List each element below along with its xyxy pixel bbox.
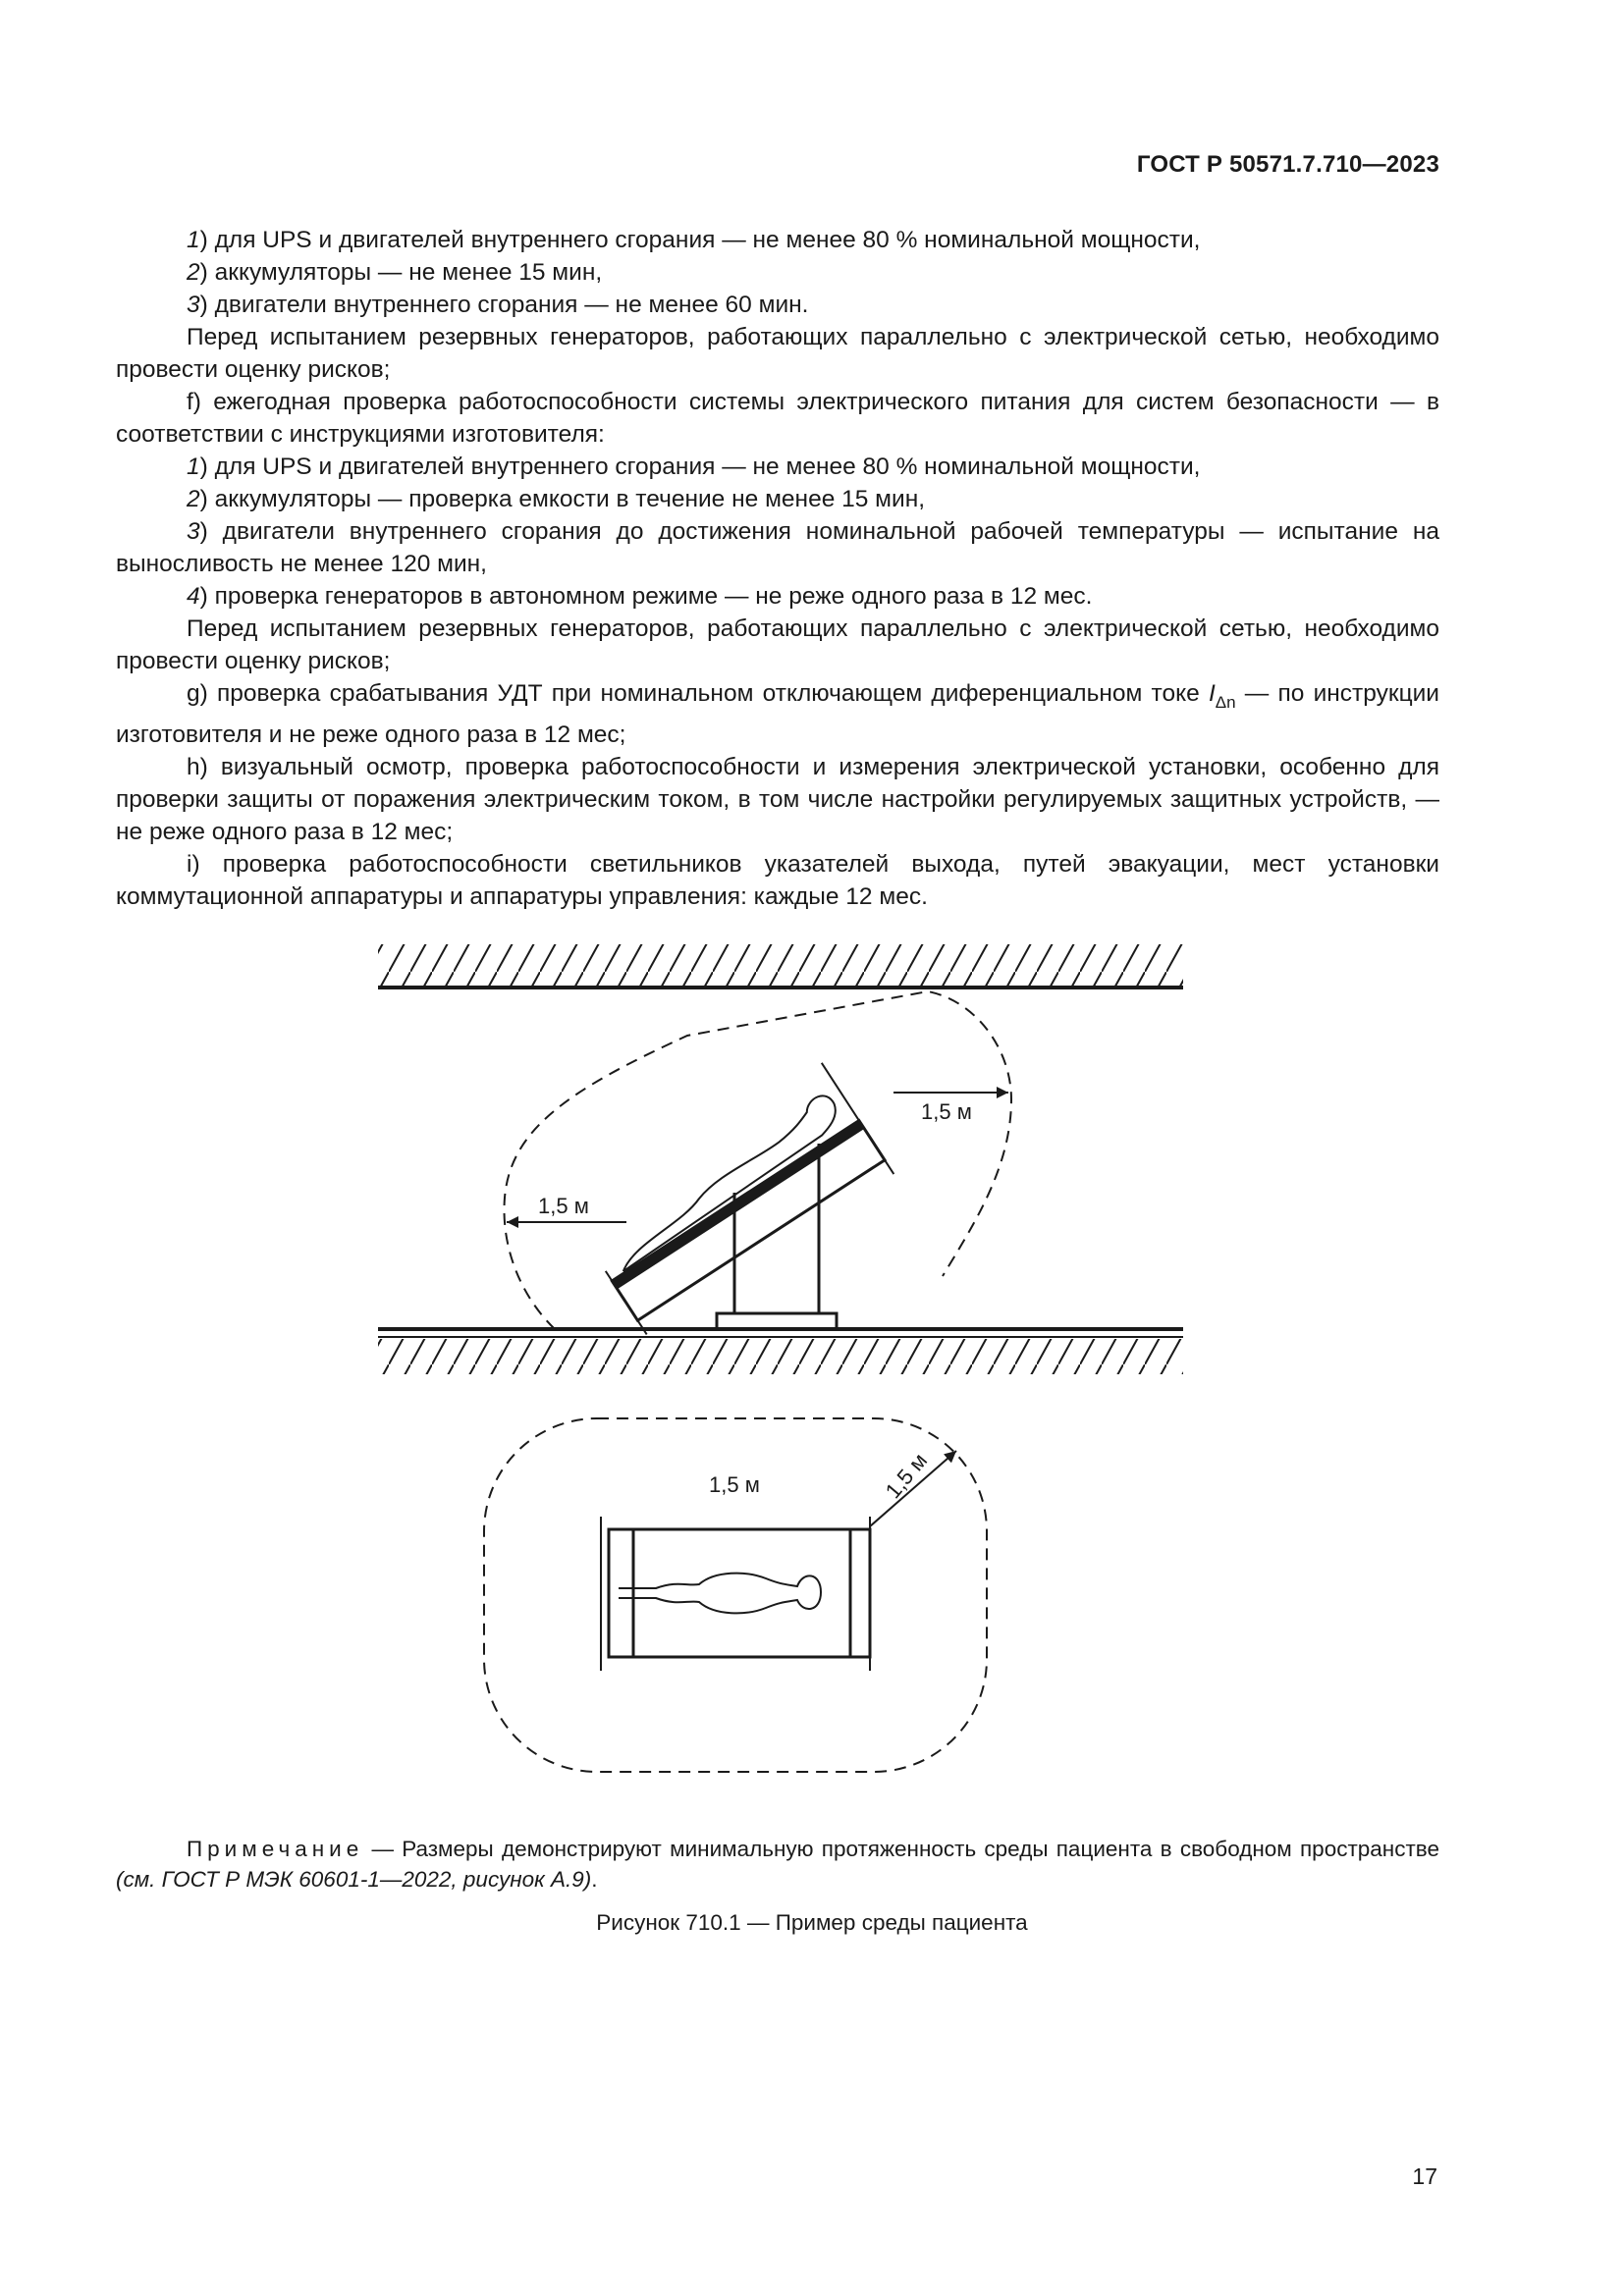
note-text: — Размеры демонстрируют минимальную протяженность среды пациента в свободном пространстве — [363, 1837, 1439, 1861]
paragraph-text: ) двигатели внутреннего сгорания до достижения номинальной рабочей температуры — испытание на выносливость не менее 120 мин, — [116, 518, 1439, 577]
paragraph — [116, 256, 1439, 289]
item-number: 1 — [187, 454, 200, 480]
figure-note — [116, 1834, 1439, 1895]
note-label: Примечание — [187, 1837, 364, 1861]
paragraph-text: h) визуальный осмотр, проверка работоспособности и измерения электрической установки, особенно для проверки защиты от поражения электрическим током, в том числе настройки регулируемых защитных устройств, — не реже одного раза в 12 мес; — [116, 754, 1439, 845]
paragraph-text: i) проверка работоспособности светильников указателей выхода, путей эвакуации, мест установки коммутационной аппаратуры и аппаратуры управления: каждые 12 мес. — [116, 851, 1439, 910]
floor — [378, 1329, 1183, 1374]
figure-caption: Рисунок 710.1 — Пример среды пациента — [596, 1910, 1028, 1935]
patient-environment-figure — [0, 933, 1624, 1796]
current-symbol: I — [1208, 680, 1216, 707]
paragraph — [116, 289, 1439, 321]
paragraph-text: f) ежегодная проверка работоспособности системы электрического питания для систем безопасности — в соответствии с инструкциями изготовителя: — [116, 389, 1439, 448]
dimension-label-top-width: 1,5 м — [709, 1472, 760, 1497]
top-view-table — [601, 1517, 870, 1671]
paragraph — [116, 483, 1439, 515]
paragraph-text: ) для UPS и двигателей внутреннего сгорания — не менее 80 % номинальной мощности, — [199, 454, 1201, 480]
figure-drawing — [0, 933, 1624, 1796]
paragraph — [116, 224, 1439, 256]
paragraph — [116, 613, 1439, 677]
item-number: 2 — [187, 486, 200, 512]
patient-side-figure — [601, 1091, 848, 1271]
paragraph-text: ) для UPS и двигателей внутреннего сгорания — не менее 80 % номинальной мощности, — [199, 227, 1201, 253]
table-pedestal — [717, 1144, 837, 1329]
item-number: 3 — [187, 292, 200, 318]
paragraph — [116, 321, 1439, 386]
item-number: 2 — [187, 259, 200, 286]
item-number: 1 — [187, 227, 200, 253]
paragraph — [116, 677, 1439, 751]
item-number: 4 — [187, 583, 200, 610]
note-reference: (см. ГОСТ Р МЭК 60601-1—2022, рисунок А.9) — [116, 1867, 592, 1892]
paragraph-text: Перед испытанием резервных генераторов, работающих параллельно с электрической сетью, необходимо провести оценку рисков; — [116, 615, 1439, 674]
paragraph — [116, 451, 1439, 483]
paragraph-text: ) аккумуляторы — проверка емкости в течение не менее 15 мин, — [199, 486, 926, 512]
patient-top-figure — [619, 1574, 821, 1614]
dimension-label-right: 1,5 м — [921, 1099, 972, 1124]
side-envelope-dashed — [504, 991, 1011, 1329]
paragraph — [116, 386, 1439, 451]
paragraph — [116, 848, 1439, 913]
paragraph-text: — по инструкции изготовителя и не реже одного раза в 12 мес; — [116, 680, 1439, 748]
document-header: ГОСТ Р 50571.7.710—2023 — [1136, 151, 1439, 178]
ceiling — [378, 944, 1183, 988]
current-subscript: Δn — [1215, 693, 1236, 712]
page-number: 17 — [1412, 2163, 1437, 2189]
dimension-label-top-diagonal: 1,5 м — [880, 1448, 933, 1504]
paragraph-text: Перед испытанием резервных генераторов, работающих параллельно с электрической сетью, необходимо провести оценку рисков; — [116, 324, 1439, 383]
paragraph-text: ) аккумуляторы — не менее 15 мин, — [199, 259, 603, 286]
paragraph-text: g) проверка срабатывания УДТ при номинальном отключающем диференциальном токе — [187, 680, 1209, 707]
item-number: 3 — [187, 518, 200, 545]
paragraph — [116, 580, 1439, 613]
note-end: . — [591, 1867, 598, 1892]
paragraph — [116, 751, 1439, 848]
paragraph-text: ) проверка генераторов в автономном режиме — не реже одного раза в 12 мес. — [199, 583, 1093, 610]
dimension-label-left: 1,5 м — [538, 1194, 589, 1218]
paragraph — [116, 515, 1439, 580]
document-body — [116, 224, 1439, 913]
paragraph-text: ) двигатели внутреннего сгорания — не менее 60 мин. — [199, 292, 809, 318]
